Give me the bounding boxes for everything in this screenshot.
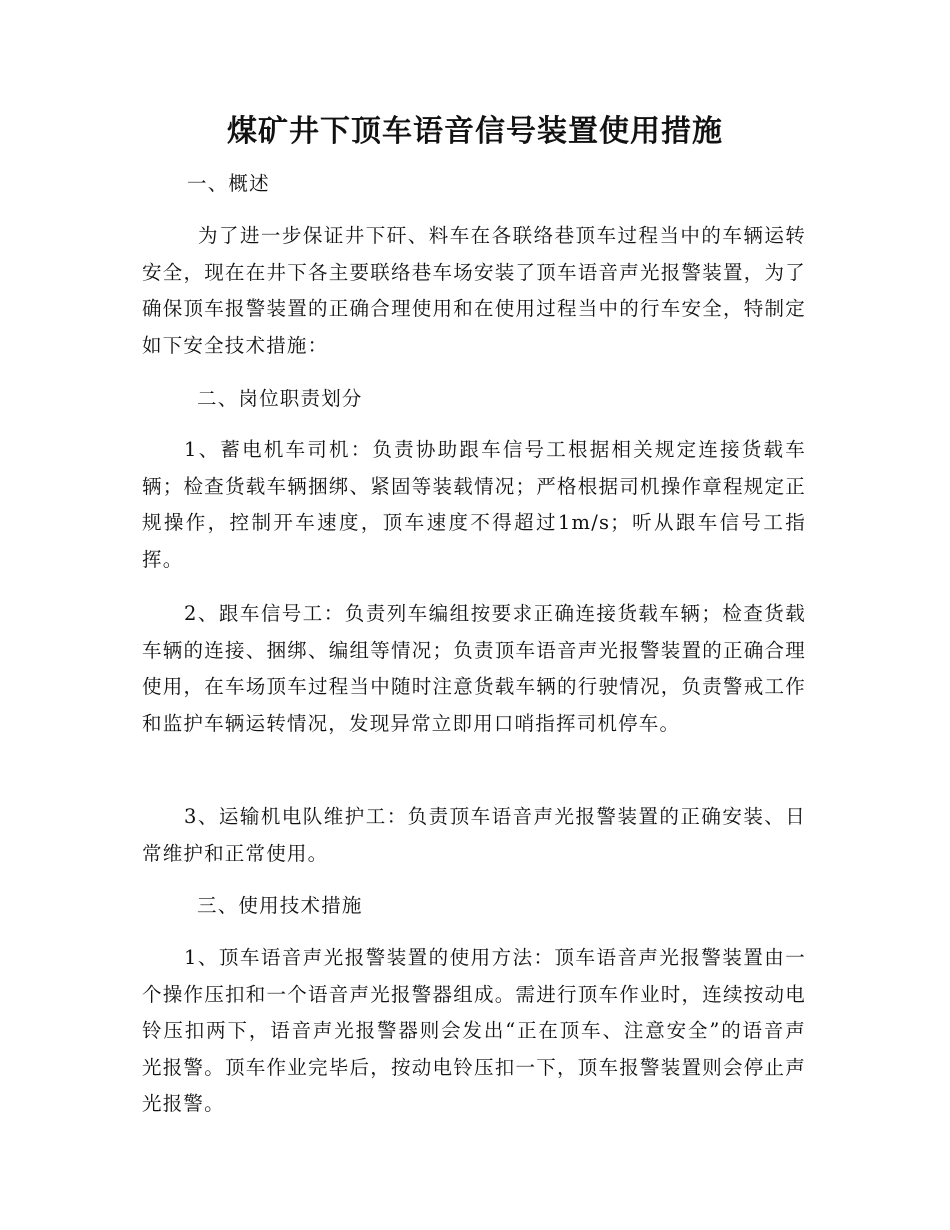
document-title: 煤矿井下顶车语音信号装置使用措施 — [227, 114, 723, 149]
responsibility-paragraph-maintainer: 3、运输机电队维护工：负责顶车语音声光报警装置的正确安装、日常维护和正常使用。 — [142, 805, 806, 865]
responsibility-paragraph-locomotive-driver: 1、蓄电机车司机：负责协助跟车信号工根据相关规定连接货载车辆；检查货载车辆捆绑、紧固等装载情况；严格根据司机操作章程规定正规操作，控制开车速度，顶车速度不得超过1m/s；听从跟车信号工指挥。 — [142, 438, 806, 571]
section-heading-overview: 一、概述 — [187, 172, 270, 195]
responsibility-paragraph-signalman: 2、跟车信号工：负责列车编组按要求正确连接货载车辆；检查货载车辆的连接、捆绑、编组等情况；负责顶车语音声光报警装置的正确合理使用，在车场顶车过程当中随时注意货载车辆的行驶情况，负责警戒工作和监护车辆运转情况，发现异常立即用口哨指挥司机停车。 — [142, 602, 806, 735]
technical-measure-paragraph-usage: 1、顶车语音声光报警装置的使用方法：顶车语音声光报警装置由一个操作压扣和一个语音声光报警器组成。需进行顶车作业时，连续按动电铃压扣两下，语音声光报警器则会发出“正在顶车、注意安全”的语音声光报警。顶车作业完毕后，按动电铃压扣一下，顶车报警装置则会停止声光报警。 — [142, 946, 806, 1115]
overview-paragraph: 为了进一步保证井下矸、料车在各联络巷顶车过程当中的车辆运转安全，现在在井下各主要联络巷车场安装了顶车语音声光报警装置，为了确保顶车报警装置的正确合理使用和在使用过程当中的行车安全，特制定如下安全技术措施： — [142, 224, 806, 357]
section-heading-responsibilities: 二、岗位职责划分 — [197, 387, 363, 410]
section-heading-technical-measures: 三、使用技术措施 — [197, 894, 363, 917]
